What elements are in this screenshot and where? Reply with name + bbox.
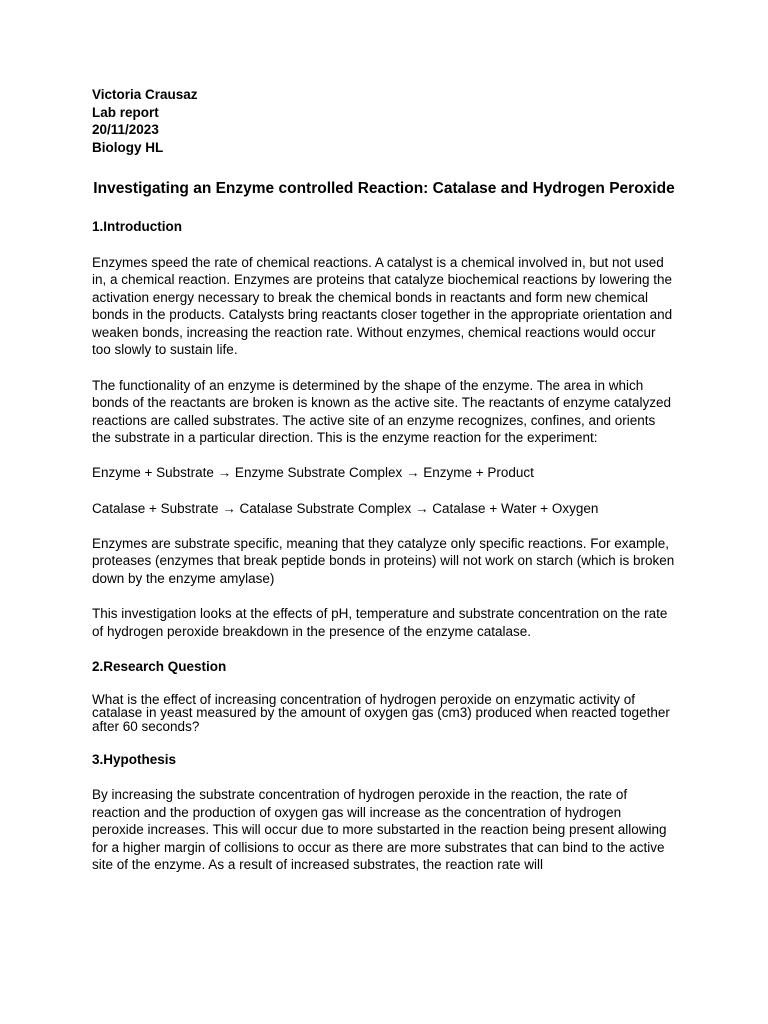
- document-type: Lab report: [92, 104, 159, 120]
- subject-label: Biology HL: [92, 139, 164, 155]
- document-date: 20/11/2023: [92, 122, 159, 137]
- introduction-paragraph-4: This investigation looks at the effects of pH, temperature and substrate concentration on the rate of hydrogen peroxide breakdown in the presence of the enzyme catalase.: [92, 605, 668, 639]
- research-question-text: What is the effect of increasing concentration of hydrogen peroxide on enzymatic activity of catalase in yeast measured by the amount of oxygen gas (cm3) produced when reacted together after 60 seconds?: [92, 691, 670, 735]
- introduction-heading: 1.Introduction: [92, 219, 182, 234]
- hypothesis-heading: 3.Hypothesis: [92, 751, 177, 767]
- document-page: [92, 86, 676, 874]
- document-title: Investigating an Enzyme controlled Reaction: Catalase and Hydrogen Peroxide: [93, 180, 675, 197]
- introduction-paragraph-3: Enzymes are substrate specific, meaning that they catalyze only specific reactions. For example, proteases (enzymes that break peptide bonds in proteins) will not work on starch (which is broken down by the enzyme amylase): [92, 535, 675, 586]
- introduction-paragraph-1: Enzymes speed the rate of chemical reactions. A catalyst is a chemical involved in, but not used in, a chemical reaction. Enzymes are proteins that catalyze biochemical reactions by lowering the activation energy necessary to break the chemical bonds in reactants and form new chemical bonds in the products. Catalysts bring reactants closer together in the appropriate orientation and weaken bonds, increasing the reaction rate. Without enzymes, chemical reactions would occur too slowly to sustain life.: [92, 254, 673, 358]
- hypothesis-text: By increasing the substrate concentration of hydrogen peroxide in the reaction, the rate of reaction and the production of oxygen gas will increase as the concentration of hydrogen peroxide increases. This will occur due to more substarted in the reaction being present allowing for a higher margin of collisions to occur as there are more substrates that can bind to the active site of the enzyme. As a result of increased substrates, the reaction rate will: [92, 786, 667, 873]
- research-question-heading: 2.Research Question: [92, 658, 227, 674]
- catalase-equation: Catalase + Substrate → Catalase Substrate Complex → Catalase + Water + Oxygen: [92, 500, 599, 516]
- author-name: Victoria Crausaz: [92, 87, 198, 102]
- enzyme-equation: Enzyme + Substrate → Enzyme Substrate Complex → Enzyme + Product: [92, 465, 534, 481]
- introduction-paragraph-2: The functionality of an enzyme is determined by the shape of the enzyme. The area in which bonds of the reactants are broken is known as the active site. The reactants of enzyme catalyzed reactions are called substrates. The active site of an enzyme recognizes, confines, and orients the substrate in a particular direction. This is the enzyme reaction for the experiment:: [92, 377, 672, 446]
- document-header: [92, 86, 676, 156]
